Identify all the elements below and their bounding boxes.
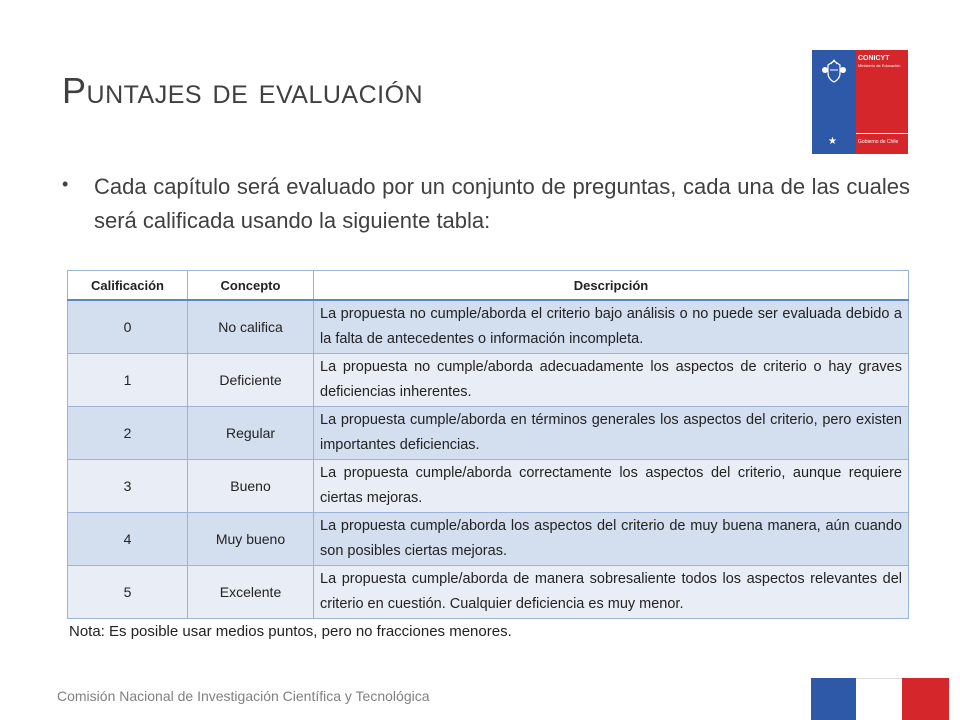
conicyt-logo bbox=[812, 50, 908, 154]
score-cell: 0 bbox=[68, 300, 188, 354]
bullet-text: Cada capítulo será evaluado por un conjunto de preguntas, cada una de las cuales será calificada usando la siguiente tabla: bbox=[94, 174, 910, 233]
description-cell: La propuesta no cumple/aborda el criterio bajo análisis o no puede ser evaluada debido a la falta de antecedentes o información incompleta. bbox=[314, 300, 909, 354]
table-row bbox=[68, 354, 909, 407]
star-icon: ★ bbox=[828, 136, 837, 147]
concept-cell: No califica bbox=[188, 300, 314, 354]
flag-blue bbox=[811, 678, 856, 720]
header-score: Calificación bbox=[68, 271, 188, 301]
footer-institution: Comisión Nacional de Investigación Científica y Tecnológica bbox=[57, 688, 430, 704]
concept-cell: Excelente bbox=[188, 566, 314, 619]
description-cell: La propuesta cumple/aborda los aspectos del criterio de muy buena manera, aún cuando son posibles ciertas mejoras. bbox=[314, 513, 909, 566]
description-cell: La propuesta cumple/aborda en términos generales los aspectos del criterio, pero existen importantes deficiencias. bbox=[314, 407, 909, 460]
table-row bbox=[68, 460, 909, 513]
table-note: Nota: Es posible usar medios puntos, pero no fracciones menores. bbox=[69, 623, 512, 640]
logo-brand: CONICYT bbox=[858, 55, 890, 62]
table-header-row bbox=[68, 271, 909, 301]
flag-red bbox=[902, 678, 949, 720]
coat-of-arms-icon bbox=[820, 58, 848, 86]
score-cell: 2 bbox=[68, 407, 188, 460]
score-cell: 5 bbox=[68, 566, 188, 619]
logo-blue-panel bbox=[812, 50, 856, 154]
score-cell: 3 bbox=[68, 460, 188, 513]
concept-cell: Regular bbox=[188, 407, 314, 460]
table-row bbox=[68, 300, 909, 354]
bullet-icon: • bbox=[62, 174, 69, 194]
score-cell: 1 bbox=[68, 354, 188, 407]
table-row bbox=[68, 513, 909, 566]
concept-cell: Deficiente bbox=[188, 354, 314, 407]
concept-cell: Bueno bbox=[188, 460, 314, 513]
table-row bbox=[68, 566, 909, 619]
description-cell: La propuesta cumple/aborda correctamente los aspectos del criterio, aunque requiere ciertas mejoras. bbox=[314, 460, 909, 513]
header-description: Descripción bbox=[314, 271, 909, 301]
description-cell: La propuesta no cumple/aborda adecuadamente los aspectos de criterio o hay graves deficiencias inherentes. bbox=[314, 354, 909, 407]
description-cell: La propuesta cumple/aborda de manera sobresaliente todos los aspectos relevantes del criterio en cuestión. Cualquier deficiencia es muy menor. bbox=[314, 566, 909, 619]
chile-flag-stripe bbox=[811, 678, 949, 720]
header-concept: Concepto bbox=[188, 271, 314, 301]
table-row bbox=[68, 407, 909, 460]
flag-white bbox=[856, 678, 902, 720]
bullet-point bbox=[62, 170, 910, 238]
score-cell: 4 bbox=[68, 513, 188, 566]
logo-ministry: Ministerio de Educación bbox=[858, 63, 901, 68]
concept-cell: Muy bueno bbox=[188, 513, 314, 566]
slide-title: Puntajes de evaluación bbox=[62, 70, 424, 111]
logo-government: Gobierno de Chile bbox=[858, 139, 899, 145]
evaluation-table bbox=[67, 270, 909, 619]
